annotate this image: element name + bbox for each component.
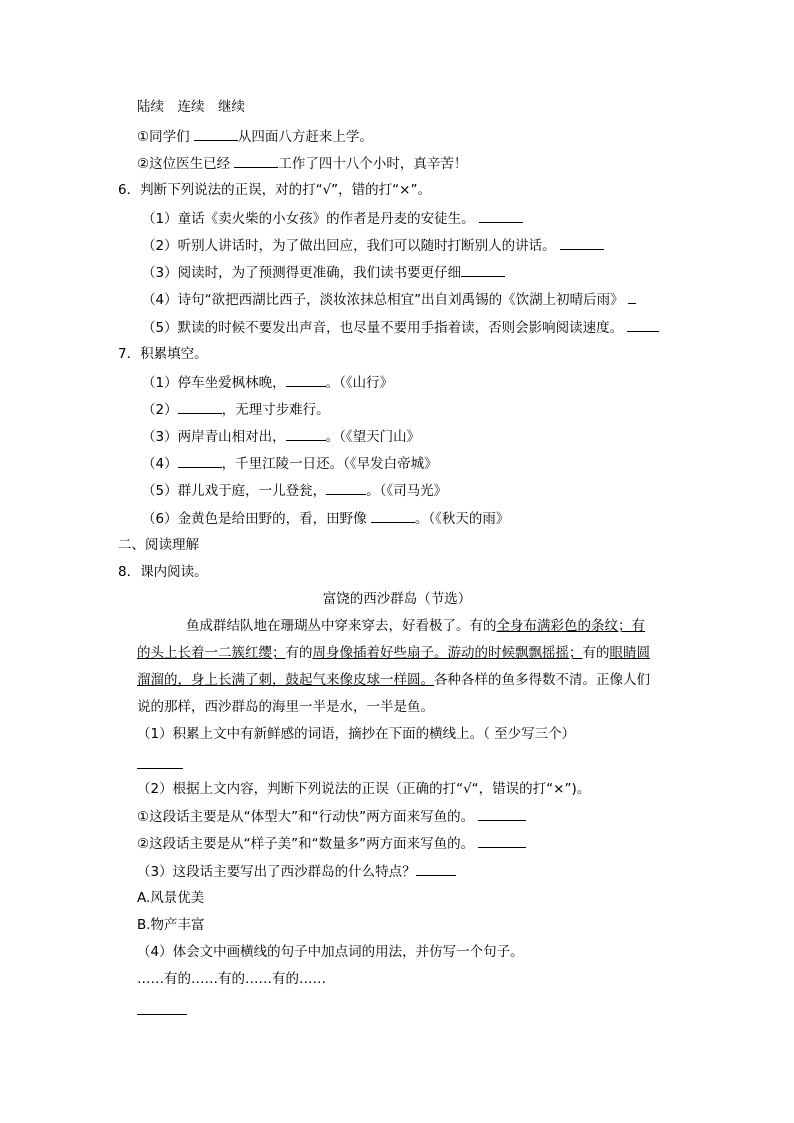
word-choices: 陆续 连续 继续 (137, 99, 245, 115)
q5-sentence-1: ①同学们 从四面八方赶来上学。 (137, 129, 373, 145)
q5-sentence-2: ②这位医生已经 工作了四十八个小时，真辛苦！ (137, 156, 468, 172)
q6-item: （4）诗句“欲把西湖比西子，淡妆浓抹总相宜”出自刘禹锡的《饮湖上初晴后雨》 (142, 290, 636, 309)
answer-blank[interactable] (326, 481, 366, 495)
q6-title: 6．判断下列说法的正误，对的打“√”，错的打“×”。 (118, 182, 431, 198)
answer-blank[interactable] (479, 209, 523, 223)
passage-line: 说的那样，西沙群岛的海里一半是水，一半是鱼。 (137, 699, 434, 715)
q8-title: 8．课内阅读。 (118, 564, 208, 580)
q7-item: （6）金黄色是给田野的，看，田野像 。（《秋天的雨》 (142, 511, 510, 527)
answer-blank[interactable] (628, 290, 636, 304)
q6-item: （3）阅读时，为了预测得更准确，我们读书要更仔细 (142, 263, 505, 282)
answer-blank[interactable] (178, 400, 222, 414)
answer-blank[interactable] (234, 154, 278, 168)
passage-title: 富饶的西沙群岛（节选） (322, 591, 472, 607)
q8-sub4: （4）体会文中画横线的句子中加点词的用法，并仿写一个句子。 (137, 944, 524, 960)
q7-title: 7．积累填空。 (118, 346, 208, 362)
q6-item: （1）童话《卖火柴的小女孩》的作者是丹麦的安徒生。 (142, 209, 523, 228)
q7-item: （3）两岸青山相对出， 。（《望天门山》 (142, 429, 421, 445)
q8-sub2b: ②这段话主要是从“样子美”和“数量多”两方面来写鱼的。 (137, 834, 526, 853)
q7-item: （5）群儿戏于庭，一儿登瓮， 。（《司马光》 (142, 483, 448, 499)
answer-blank[interactable] (137, 755, 183, 774)
answer-blank[interactable] (137, 1001, 187, 1020)
option-a[interactable]: A.风景优美 (137, 890, 205, 906)
answer-blank[interactable] (416, 862, 456, 876)
q8-sub3: （3）这段话主要写出了西沙群岛的什么特点？ (137, 862, 456, 881)
q7-item: （2） ，无理寸步难行。 (142, 402, 330, 418)
q8-sub1: （1）积累上文中有新鲜感的词语，摘抄在下面的横线上。（ 至少写三个） (137, 726, 576, 742)
q7-item: （1）停车坐爱枫林晚， 。（《山行》 (142, 375, 394, 391)
answer-blank[interactable] (286, 427, 326, 441)
answer-blank[interactable] (560, 236, 604, 250)
q7-item: （4） ，千里江陵一日还。（《早发白帝城》 (142, 456, 438, 472)
answer-blank[interactable] (371, 509, 415, 523)
sentence-pattern: ……有的……有的……有的…… (137, 971, 326, 987)
answer-blank[interactable] (178, 454, 222, 468)
option-b[interactable]: B.物产丰富 (137, 917, 205, 933)
q8-sub2: （2）根据上文内容，判断下列说法的正误（正确的打“√“，错误的打“×”)。 (137, 781, 591, 797)
answer-blank[interactable] (478, 807, 526, 821)
section-heading: 二、阅读理解 (118, 537, 199, 553)
q6-item: （2）听别人讲话时，为了做出回应，我们可以随时打断别人的讲话。 (142, 236, 604, 255)
answer-blank[interactable] (286, 373, 326, 387)
passage-line: 溜溜的，身上长满了刺，鼓起气来像皮球一样圆。各种各样的鱼多得数不清。正像人们 (137, 672, 650, 688)
answer-blank[interactable] (627, 318, 659, 332)
passage-line: 鱼成群结队地在珊瑚丛中穿来穿去，好看极了。有的全身布满彩色的条纹；有 (186, 618, 645, 634)
answer-blank[interactable] (461, 263, 505, 277)
answer-blank[interactable] (478, 834, 526, 848)
q8-sub2a: ①这段话主要是从“体型大”和“行动快”两方面来写鱼的。 (137, 807, 526, 826)
answer-blank[interactable] (194, 127, 238, 141)
passage-line: 的头上长着一二簇红缨；有的周身像插着好些扇子。游动的时候飘飘摇摇；有的眼睛圆 (137, 645, 650, 661)
q6-item: （5）默读的时候不要发出声音，也尽量不要用手指着读，否则会影响阅读速度。 (142, 318, 659, 337)
